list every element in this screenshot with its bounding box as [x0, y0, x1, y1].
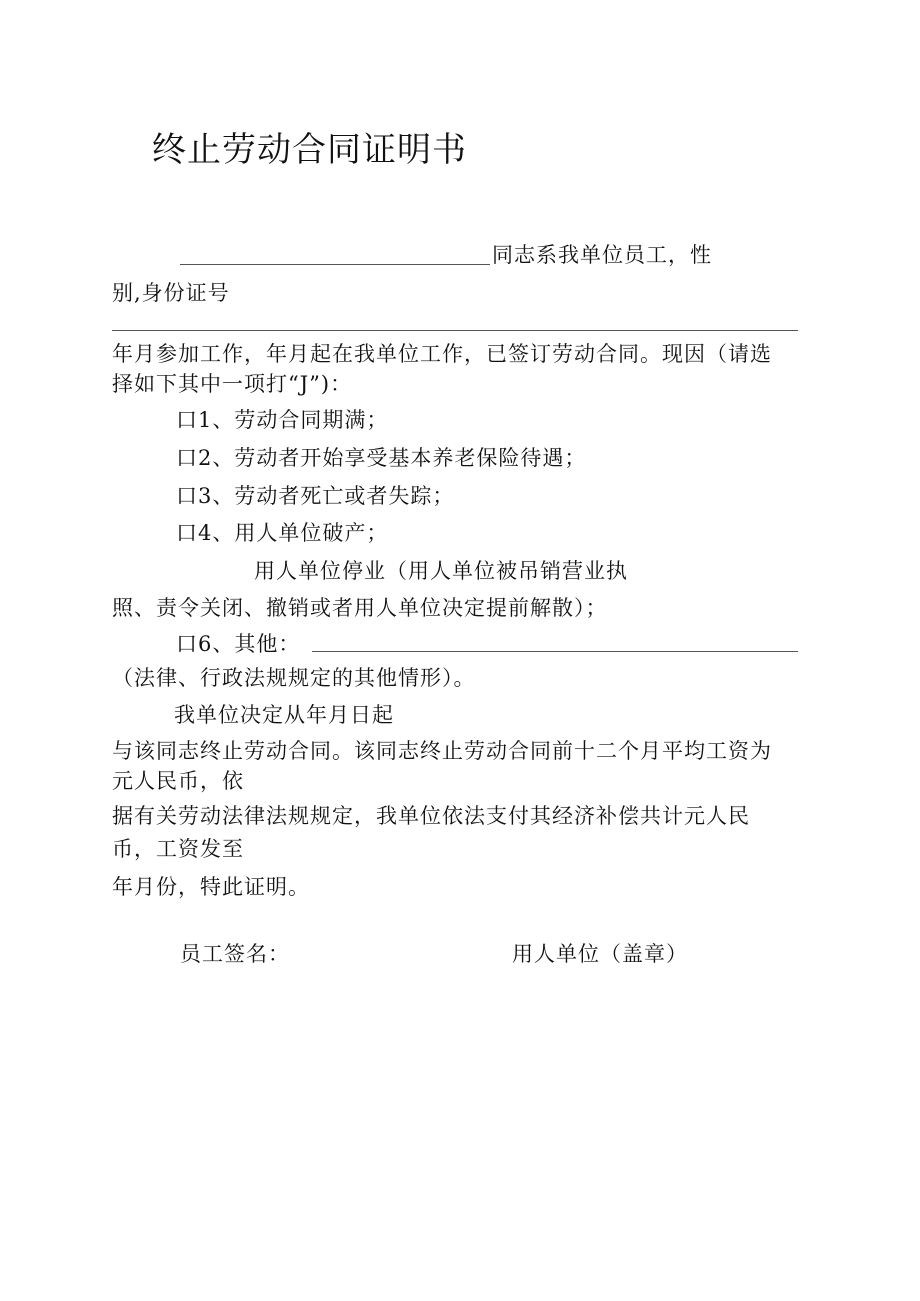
- decision-line-3: 元人民币，依: [112, 769, 244, 793]
- option-4-bankruptcy[interactable]: 口4、用人单位破产；: [176, 521, 389, 545]
- option-6-note: （法律、行政法规规定的其他情形）。: [112, 666, 476, 690]
- decision-line-6: 年月份，特此证明。: [112, 875, 310, 899]
- select-instruction-text: 择如下其中一项打“J”)：: [112, 372, 353, 396]
- decision-line-4: 据有关劳动法律法规规定，我单位依法支付其经济补偿共计元人民: [112, 804, 750, 828]
- employee-intro-text: 同志系我单位员工，性: [492, 243, 712, 267]
- other-reason-blank-line[interactable]: [312, 651, 798, 652]
- decision-line-5: 币，工资发至: [112, 837, 244, 861]
- option-3-death-missing[interactable]: 口3、劳动者死亡或者失踪；: [176, 484, 455, 508]
- decision-line-2: 与该同志终止劳动合同。该同志终止劳动合同前十二个月平均工资为: [112, 739, 772, 763]
- work-start-text: 年月参加工作，年月起在我单位工作，已签订劳动合同。现因（请选: [112, 342, 772, 366]
- option-6-other[interactable]: 口6、其他：: [176, 632, 301, 656]
- id-number-blank-line[interactable]: [112, 330, 798, 331]
- document-title: 终止劳动合同证明书: [152, 130, 467, 170]
- option-5-line-1: 用人单位停业（用人单位被吊销营业执: [254, 559, 628, 583]
- employee-signature-label: 员工签名：: [180, 942, 290, 966]
- option-2-pension[interactable]: 口2、劳动者开始享受基本养老保险待遇；: [176, 446, 587, 470]
- decision-line-1: 我单位决定从年月日起: [174, 703, 394, 727]
- employer-seal-label: 用人单位（盖章）: [512, 942, 688, 966]
- option-5-line-2: 照、责令关闭、撤销或者用人单位决定提前解散）；: [112, 596, 608, 620]
- id-number-label: 别,身份证号: [112, 281, 230, 305]
- option-1-contract-expired[interactable]: 口1、劳动合同期满；: [176, 408, 389, 432]
- name-blank-line[interactable]: [180, 264, 490, 265]
